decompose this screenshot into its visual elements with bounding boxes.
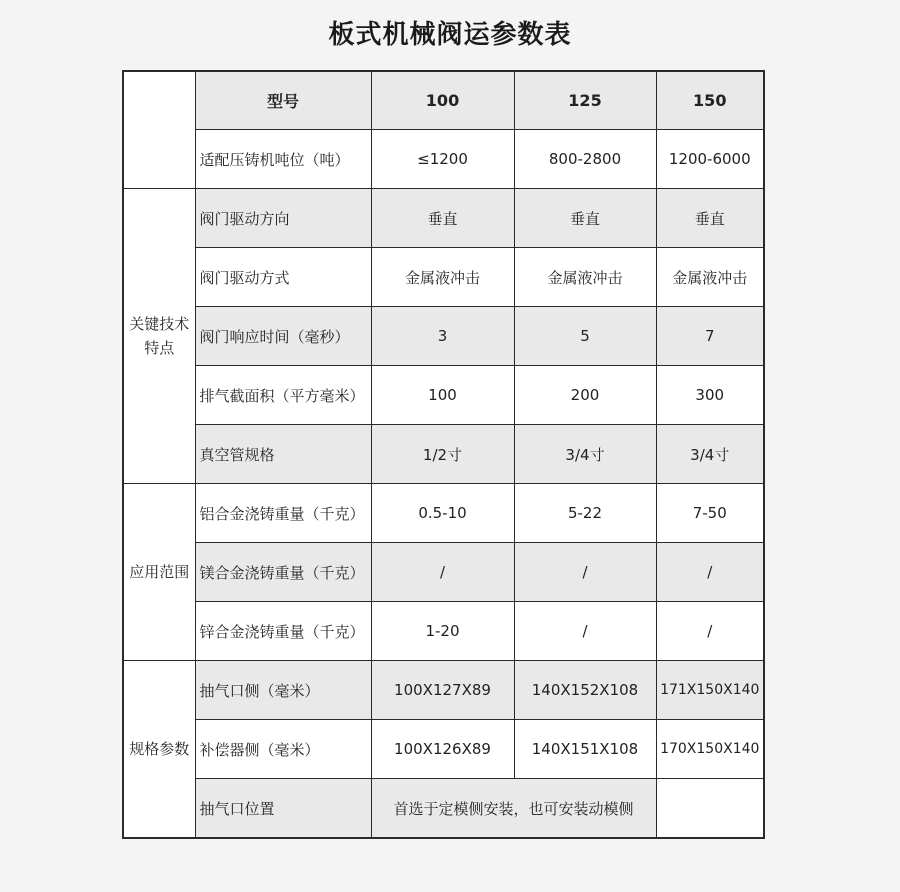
- cell-value: /: [656, 602, 764, 661]
- cell-value: 1/2寸: [371, 425, 514, 484]
- table-row: [123, 425, 764, 484]
- table-row: [123, 484, 764, 543]
- row-label: 真空管规格: [195, 425, 371, 484]
- cell-value: 3/4寸: [656, 425, 764, 484]
- cell-value: 1-20: [371, 602, 514, 661]
- cell-value: /: [514, 543, 656, 602]
- empty-cell: [656, 779, 764, 839]
- cell-value: 0.5-10: [371, 484, 514, 543]
- cell-value: 800-2800: [514, 130, 656, 189]
- cell-value: 171X150X140: [656, 661, 764, 720]
- group-key-features: [123, 189, 195, 484]
- row-label: 铝合金浇铸重量（千克）: [195, 484, 371, 543]
- cell-note: 首选于定模侧安装，也可安装动模侧: [371, 779, 656, 839]
- cell-value: 金属液冲击: [656, 248, 764, 307]
- cell-value: 200: [514, 366, 656, 425]
- cell-value: /: [371, 543, 514, 602]
- row-label: 阀门响应时间（毫秒）: [195, 307, 371, 366]
- header-model-100: 100: [371, 71, 514, 130]
- group-label: 关键技术特点: [129, 315, 190, 357]
- parameter-table: [122, 70, 765, 839]
- cell-value: /: [514, 602, 656, 661]
- header-model-label: 型号: [195, 71, 371, 130]
- cell-value: 100: [371, 366, 514, 425]
- table-header-row: [123, 71, 764, 130]
- row-label: 排气截面积（平方毫米）: [195, 366, 371, 425]
- table-row: [123, 720, 764, 779]
- cell-value: 100X126X89: [371, 720, 514, 779]
- table-row: [123, 543, 764, 602]
- corner-cell: [123, 71, 195, 189]
- row-label: 阀门驱动方向: [195, 189, 371, 248]
- row-label: 锌合金浇铸重量（千克）: [195, 602, 371, 661]
- header-model-150: 150: [656, 71, 764, 130]
- row-label: 适配压铸机吨位（吨）: [195, 130, 371, 189]
- row-label: 抽气口侧（毫米）: [195, 661, 371, 720]
- row-label: 补偿器侧（毫米）: [195, 720, 371, 779]
- cell-value: 100X127X89: [371, 661, 514, 720]
- table-row: [123, 602, 764, 661]
- table-row: [123, 189, 764, 248]
- cell-value: 垂直: [514, 189, 656, 248]
- cell-value: 7: [656, 307, 764, 366]
- table-row: [123, 661, 764, 720]
- cell-value: 金属液冲击: [371, 248, 514, 307]
- row-label: 镁合金浇铸重量（千克）: [195, 543, 371, 602]
- cell-value: ≤1200: [371, 130, 514, 189]
- cell-value: 金属液冲击: [514, 248, 656, 307]
- cell-value: /: [656, 543, 764, 602]
- cell-value: 3/4寸: [514, 425, 656, 484]
- row-label: 阀门驱动方式: [195, 248, 371, 307]
- cell-value: 7-50: [656, 484, 764, 543]
- cell-value: 170X150X140: [656, 720, 764, 779]
- table-row: [123, 366, 764, 425]
- cell-value: 140X152X108: [514, 661, 656, 720]
- cell-value: 垂直: [371, 189, 514, 248]
- table-row: [123, 307, 764, 366]
- table-row: [123, 248, 764, 307]
- cell-value: 3: [371, 307, 514, 366]
- group-label: 应用范围: [129, 563, 190, 581]
- group-spec-params: [123, 661, 195, 839]
- group-application: [123, 484, 195, 661]
- cell-value: 140X151X108: [514, 720, 656, 779]
- table-row: [123, 779, 764, 839]
- cell-value: 5: [514, 307, 656, 366]
- header-model-125: 125: [514, 71, 656, 130]
- page-title: 板式机械阀运参数表: [328, 20, 572, 50]
- row-label: 抽气口位置: [195, 779, 371, 839]
- cell-value: 300: [656, 366, 764, 425]
- cell-value: 1200-6000: [656, 130, 764, 189]
- cell-value: 垂直: [656, 189, 764, 248]
- cell-value: 5-22: [514, 484, 656, 543]
- table-row: [123, 130, 764, 189]
- group-label: 规格参数: [129, 740, 190, 758]
